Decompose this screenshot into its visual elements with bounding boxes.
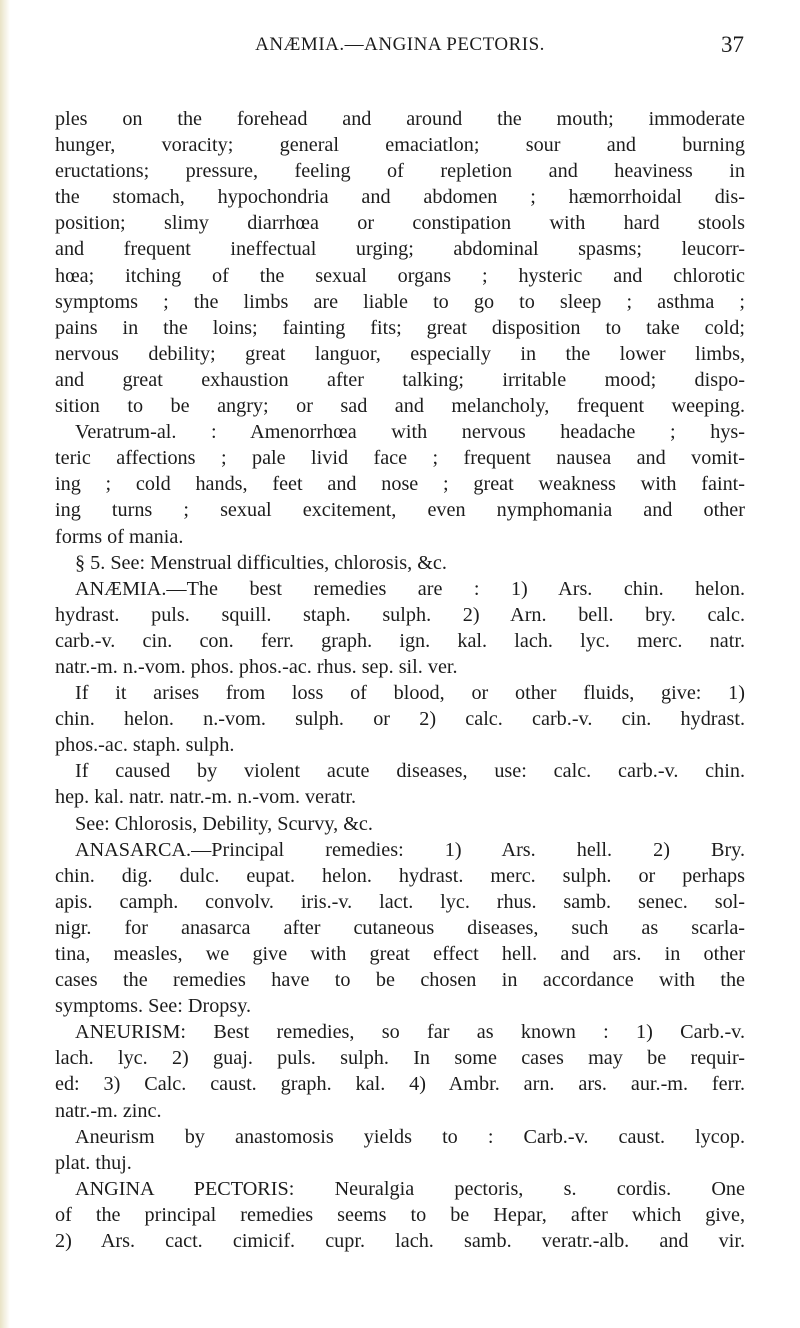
text-line: Veratrum-al. : Amenorrhœa with nervous headache ; hys-	[75, 421, 745, 444]
text-line: carb.-v. cin. con. ferr. graph. ign. kal. lach. lyc. merc. natr.	[55, 629, 745, 652]
text-line: phos.-ac. staph. sulph.	[55, 734, 235, 757]
body-text	[55, 106, 745, 1254]
text-line: teric affections ; pale livid face ; frequent nausea and vomit-	[55, 447, 745, 470]
text-line: nervous debility; great languor, especially in the lower limbs,	[55, 342, 745, 365]
text-line: See: Chlorosis, Debility, Scurvy, &c.	[75, 812, 373, 835]
text-line: the stomach, hypochondria and abdomen ; hæmorrhoidal dis-	[55, 186, 745, 209]
running-title: ANÆMIA.—ANGINA PECTORIS.	[255, 34, 545, 55]
page-number: 37	[721, 32, 744, 57]
text-line: lach. lyc. 2) guaj. puls. sulph. In some cases may be requir-	[55, 1047, 745, 1070]
text-line: and frequent ineffectual urging; abdominal spasms; leucorr-	[55, 238, 745, 261]
text-line: tina, measles, we give with great effect hell. and ars. in other	[55, 943, 745, 965]
text-line: of the principal remedies seems to be Hepar, after which give,	[55, 1203, 745, 1226]
text-line: nigr. for anasarca after cutaneous diseases, such as scarla-	[55, 916, 745, 939]
text-line: apis. camph. convolv. iris.-v. lact. lyc. rhus. samb. senec. sol-	[55, 890, 745, 913]
text-line: hœa; itching of the sexual organs ; hysteric and chlorotic	[55, 264, 745, 287]
text-line: and great exhaustion after talking; irritable mood; dispo-	[55, 368, 745, 391]
text-line: ANEURISM: Best remedies, so far as known : 1) Carb.-v.	[75, 1021, 745, 1044]
text-line: symptoms. See: Dropsy.	[55, 995, 252, 1018]
text-line: ANGINA PECTORIS: Neuralgia pectoris, s. cordis. One	[75, 1177, 745, 1200]
text-line: hunger, voracity; general emaciatlon; sour and burning	[55, 134, 745, 157]
page-edge-shadow	[0, 0, 10, 1328]
text-line: 2) Ars. cact. cimicif. cupr. lach. samb. veratr.-alb. and vir.	[55, 1230, 745, 1253]
text-line: natr.-m. n.-vom. phos. phos.-ac. rhus. sep. sil. ver.	[55, 655, 458, 678]
text-line: position; slimy diarrhœa or constipation with hard stools	[55, 212, 745, 235]
page-header	[0, 34, 800, 64]
text-line: ing ; cold hands, feet and nose ; great weakness with faint-	[55, 473, 745, 496]
text-line: pains in the loins; fainting fits; great disposition to take cold;	[55, 316, 745, 339]
text-line: chin. helon. n.-vom. sulph. or 2) calc. carb.-v. cin. hydrast.	[55, 708, 745, 731]
text-line: ANÆMIA.—The best remedies are : 1) Ars. chin. helon.	[75, 577, 745, 600]
text-line: hep. kal. natr. natr.-m. n.-vom. veratr.	[55, 786, 357, 809]
text-line: eructations; pressure, feeling of repletion and heaviness in	[55, 160, 745, 183]
text-line: hydrast. puls. squill. staph. sulph. 2) Arn. bell. bry. calc.	[55, 603, 745, 626]
text-line: cases the remedies have to be chosen in accordance with the	[55, 969, 745, 992]
text-line: ed: 3) Calc. caust. graph. kal. 4) Ambr. arn. ars. aur.-m. ferr.	[55, 1073, 745, 1096]
text-line: symptoms ; the limbs are liable to go to sleep ; asthma ;	[55, 290, 745, 313]
text-line: Aneurism by anastomosis yields to : Carb.-v. caust. lycop.	[75, 1125, 745, 1148]
text-line: § 5. See: Menstrual difficulties, chlorosis, &c.	[75, 551, 447, 574]
text-line: plat. thuj.	[55, 1151, 132, 1174]
text-line: If caused by violent acute diseases, use: calc. carb.-v. chin.	[75, 760, 745, 783]
text-line: ANASARCA.—Principal remedies: 1) Ars. hell. 2) Bry.	[75, 838, 745, 861]
text-line: sition to be angry; or sad and melancholy, frequent weeping.	[55, 395, 745, 418]
text-line: forms of mania.	[55, 525, 184, 548]
text-line: ples on the forehead and around the mouth; immoderate	[55, 108, 745, 130]
text-line: chin. dig. dulc. eupat. helon. hydrast. merc. sulph. or perhaps	[55, 864, 745, 887]
text-line: If it arises from loss of blood, or other fluids, give: 1)	[75, 682, 745, 705]
text-line: natr.-m. zinc.	[55, 1099, 162, 1122]
text-line: ing turns ; sexual excitement, even nymphomania and other	[55, 499, 745, 522]
